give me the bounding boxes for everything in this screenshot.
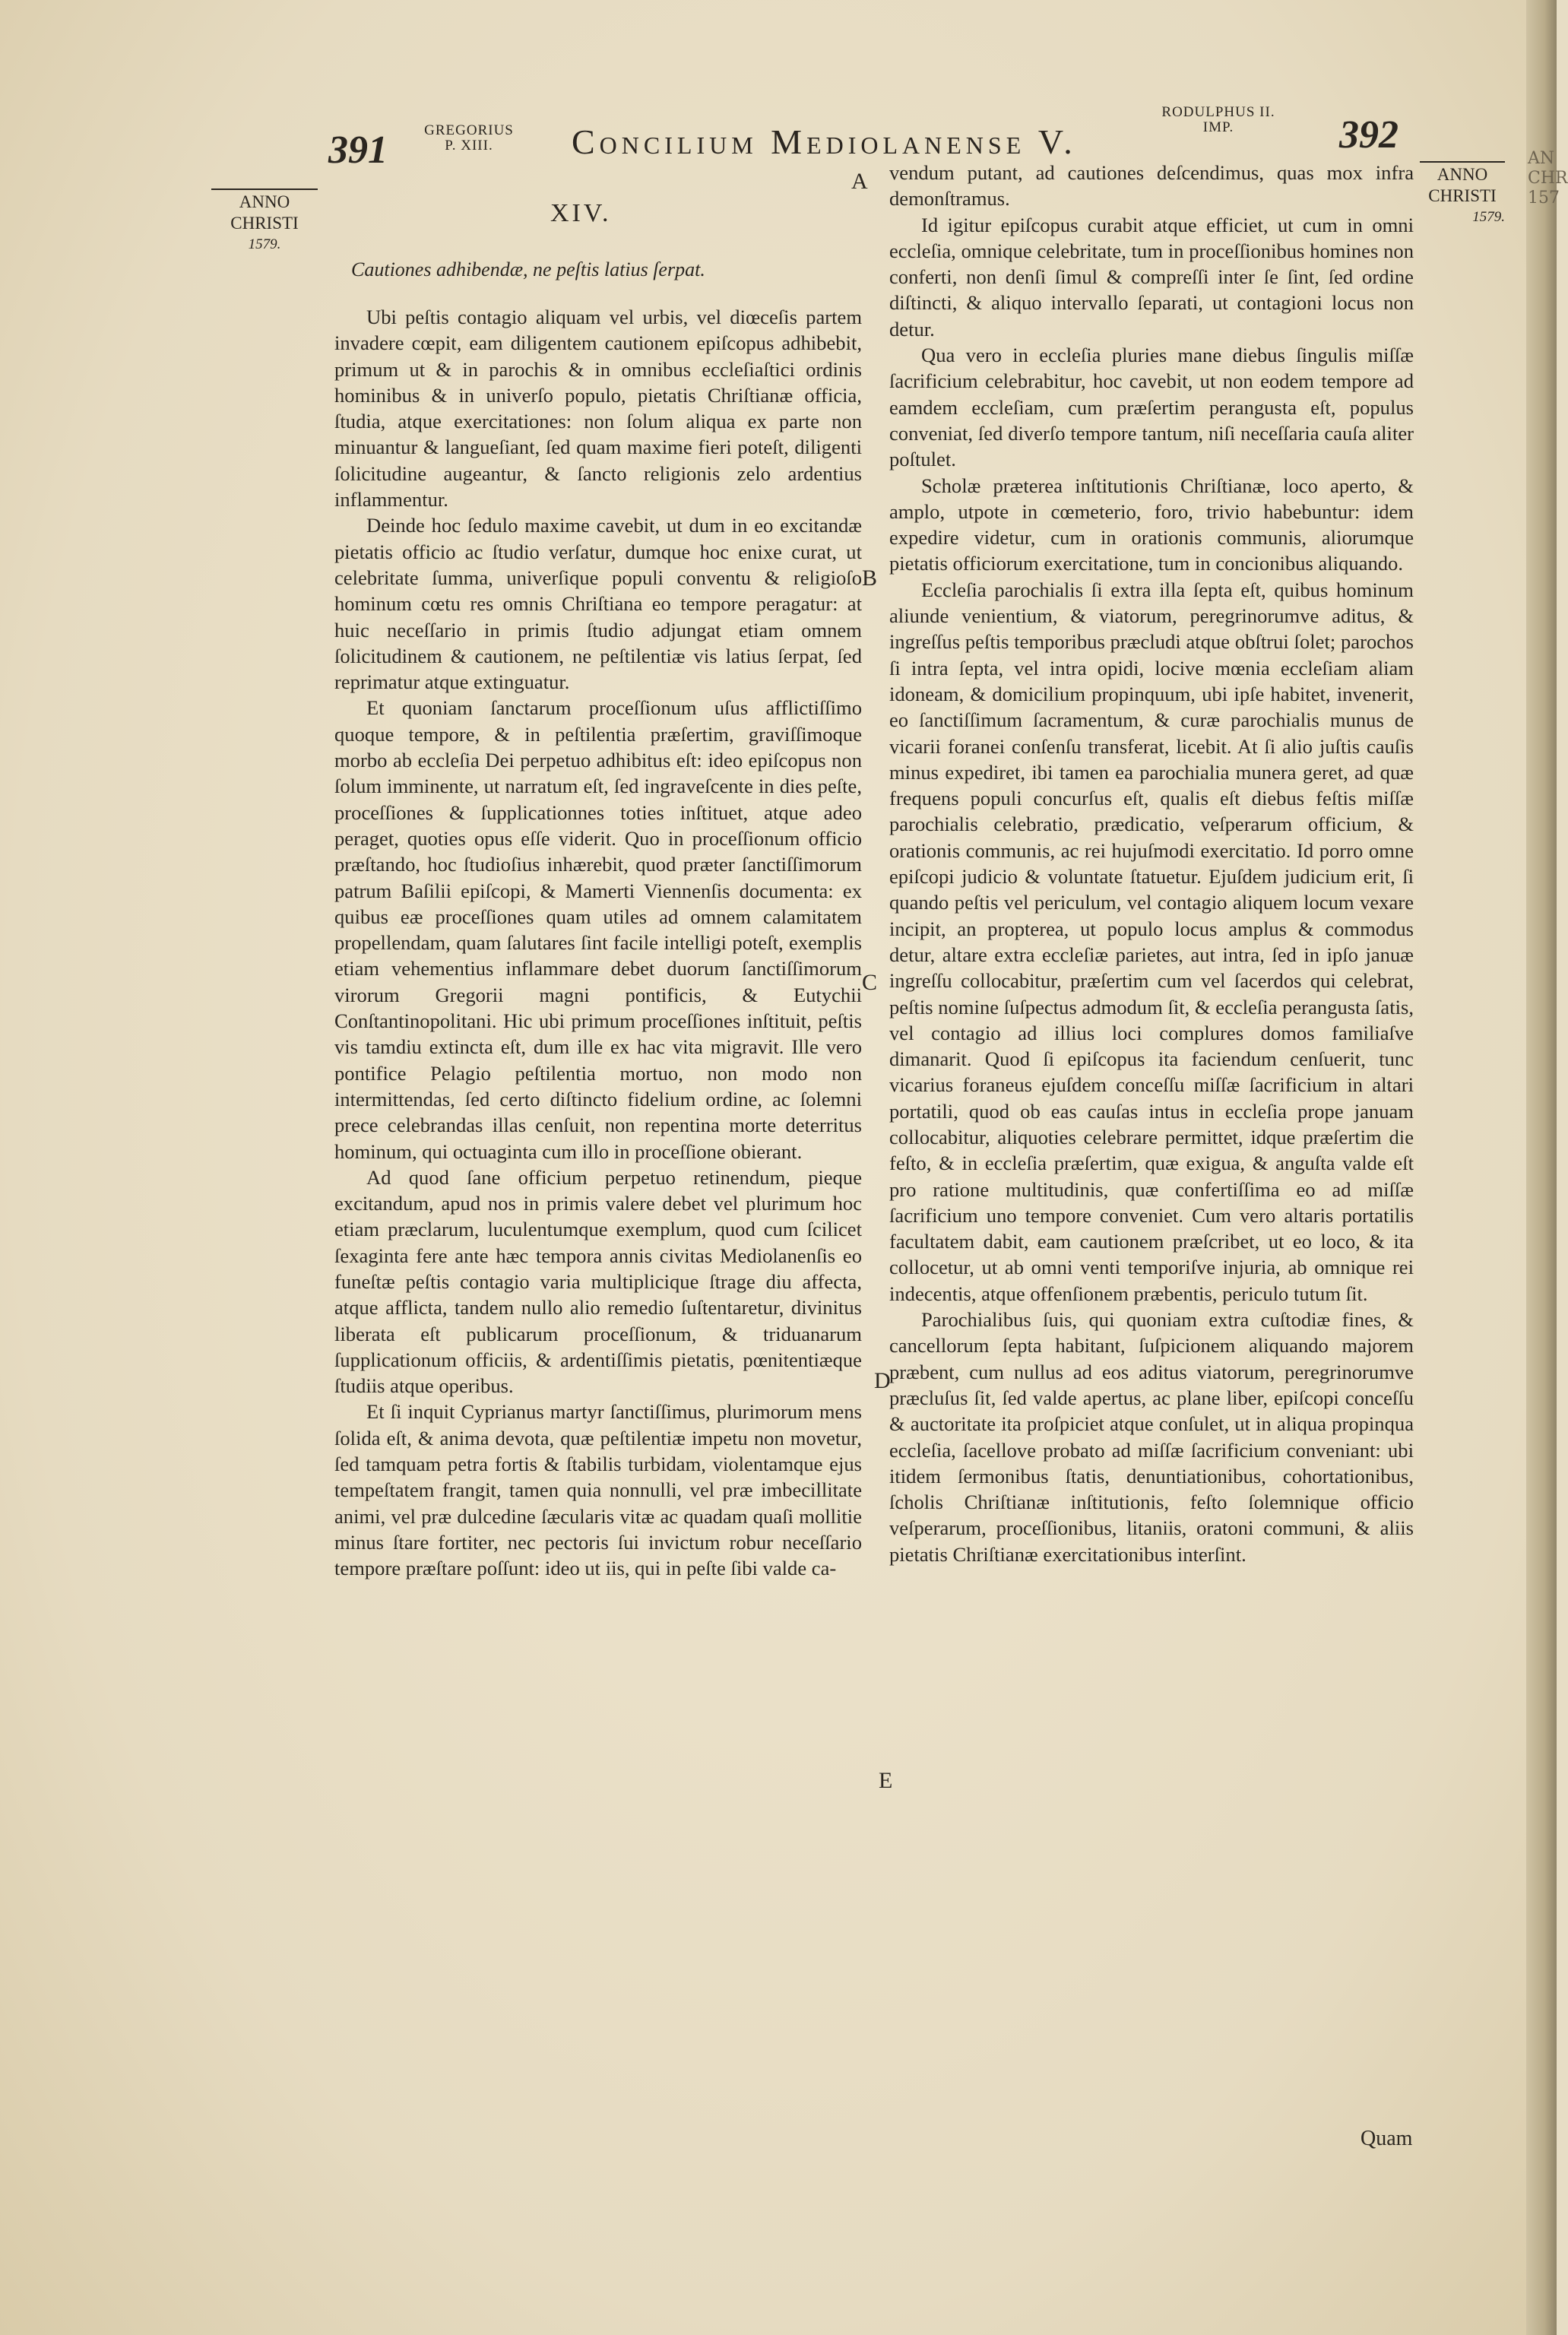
left-paragraph: Deinde hoc ſedulo maxime cavebit, ut dum in eo excitandæ pietatis officio ac ſtudio verſatur, dumque hoc enixe curat, ut celebritate ſumma, univerſique populi conventu & religioſo hominum cœtu res omnis Chriſtiana eo tempore peragatur: at huic neceſſario in primis ſtudio adjungat etiam omnem ſolicitudinem & cautionem, ne peſtilentiæ vis latius ſerpat, ſed reprimatur atque extinguatur. — [334, 514, 862, 694]
right-christi-label: CHRISTI — [1428, 186, 1497, 205]
right-anno-label: ANNO — [1420, 161, 1505, 185]
left-year-label: 1579. — [248, 236, 281, 252]
left-paragraph: Ubi peſtis contagio aliquam vel urbis, vel diœceſis partem invadere cœpit, eam diligentem cautionem epiſcopus adhibebit, primum ut & in parochis & in omnibus eccleſiaſtici ordinis hominibus & in univerſo populo, pietatis Chriſtianæ officia, ſtudia, atque exercitationes: non ſolum aliqua ex parte non minuantur & langueſiant, ſed quam maxime fieri poteſt, diligenti ſolicitudine augeantur, & ſancto religionis zelo ardentius inflammentur. — [334, 306, 862, 512]
right-running-head: RODULPHUS II. IMP. — [1161, 104, 1275, 135]
left-paragraph: Et ſi inquit Cyprianus martyr ſanctiſſimus, plurimorum mens ſolida eſt, & anima devota, quæ peſtilentiæ impetu non movetur, ſed tamquam petra fortis & ſtabilis turbidam, violentamque ejus tempeſtatem frangit, tamen quia nonnulli, vel præ imbecillitate animi, vel præ dulcedine ſæcularis vitæ ac quadam quaſi mollitie minus ſtare fortiter, nec pectoris ſui invictum robur neceſſario tempore præſtare poſſunt: ideo ut iis, qui in peſte ſibi valde ca- — [334, 1400, 862, 1580]
right-paragraph: Eccleſia parochialis ſi extra illa ſepta eſt, quibus hominum aliunde venientium, & viatorum, peregrinorumve aditus, & ingreſſus peſtis temporibus præcludi atque obſtrui ſolet; parochos ſi intra ſepta, vel intra opidi, locive mœnia eccleſiam aliam idoneam, & domicilium propinquum, ubi ipſe habitet, invenerit, eo ſanctiſſimum ſacramentum, & curæ parochialis munus de vicarii foranei conſenſu transferat, licebit. At ſi alio juſtis cauſis minus expediret, ibi tamen ea parochialia munera geret, ad quæ frequens populi concurſus eſt, qualis eſt diebus feſtis miſſæ parochialis celebratio, prædicatio, veſperarum officium, & orationis communis, ac rei hujuſmodi exercitatio. Id porro omne epiſcopi judicio & voluntate ſtatuetur. Ejuſdem judicium erit, ſi quando peſtis vel periculum, vel contagio aliquem locum vexare incipit, an propterea, ut populo locus amplus & commodus detur, altare extra eccleſiæ parietes, aut intra, ſed in ipſo januæ ingreſſu collocabitur, præſertim cum vel ſacerdos qui celebrat, peſtis nomine ſuſpectus admodum ſit, & eccleſia perangusta ſatis, vel contagio ad illius loci complures domos familiaſve dimanarit. Quod ſi epiſcopus ita faciendum cenſuerit, tunc vicarius foraneus ejuſdem conceſſu miſſæ ſacrificium in altari portatili, quod ob eas cauſas intus in eccleſia prope januam collocabitur, aliquoties celebrare permittet, idque præſertim die feſto, & in eccleſia præſertim, quæ exigua, & anguſta valde eſt pro ratione multitudinis, quæ confertiſſima eo ad miſſæ ſacrificium uno tempore conveniet. Cum vero altaris portatilis facultatem dabit, eam cautionem præſcribet, ut eo loco, & ita collocetur, ut ab omni venti temporiſve injuria, ab omnique rei indecentis, atque offenſionem præbentis, periculo tutum ſit. — [889, 578, 1414, 1305]
right-paragraph: Parochialibus ſuis, qui quoniam extra cuſtodiæ fines, & cancellorum ſepta habitant, ſuſpicionem aliquando majorem præbent, cum nullus ad eos aditus viatorum, peregrinorumve præcluſus ſit, ſed valde apertus, ac plane liber, epiſcopi conceſſu & auctoritate ita proſpiciet atque conſulet, ut in aliqua propinqua eccleſia, ſacellove probato ad miſſæ ſacrificium conveniant: ubi itidem ſermonibus ſtatis, denuntiationibus, cohortationibus, ſcholis Chriſtianæ inſtitutionis, feſto ſolemnique officio veſperarum, proceſſionibus, litaniis, oratoni communi, & aliis pietatis Chriſtianæ exercitationibus interſint. — [889, 1308, 1414, 1566]
catchword: Quam — [1361, 2127, 1413, 2150]
right-paragraph: Qua vero in eccleſia pluries mane diebus ſingulis miſſæ ſacrificium celebrabitur, hoc cavebit, ut non eodem tempore ad eamdem eccleſiam, cum præſertim perangusta eſt, populus conveniat, ſed diverſo tempore tantum, niſi neceſſaria cauſa aliter poſtulet. — [889, 344, 1414, 471]
right-page-number: 392 — [1339, 113, 1399, 157]
right-text-column — [889, 160, 1414, 1567]
right-paragraph: Id igitur epiſcopus curabit atque efficiet, ut cum in omni eccleſia, omnique celebritate, tum in proceſſionibus homines non conferti, non denſi ſimul & compreſſi inter ſe ſint, ſed ordine diſtincti, & aliquo intervallo ſeparati, ut contagioni locus non detur. — [889, 213, 1414, 341]
marker-e: E — [879, 1768, 893, 1793]
marker-c: C — [862, 970, 878, 995]
marker-d: D — [874, 1368, 891, 1393]
left-paragraph: Et quoniam ſanctarum proceſſionum uſus afflictiſſimo quoque tempore, & in peſtilentia præſertim, graviſſimoque morbo ab eccleſia Dei perpetuo adhibitus eſt: ideo epiſcopus non ſolum imminente, ut narratum eſt, ſed ingraveſcente in dies peſte, proceſſiones & ſupplicationnes toties inſtituet, atque adeo peraget, quoties opus eſſe viderit. Quo in proceſſionum officio præſtando, hoc ſtudioſius inhærebit, quod præter ſanctiſſimorum patrum Baſilii epiſcopi, & Mamerti Viennenſis documenta: ex quibus eæ proceſſiones quam utiles ad omnem calamitatem propellendam, quam ſalutares ſint facile intelligi poteſt, exemplis etiam vehementius inflammare debet duorum ſanctiſſimorum virorum Gregorii magni pontificis, & Eutychii Conſtantinopolitani. Hic ubi primum proceſſiones inſtituit, peſtis vis tamdiu extincta eſt, dum ille ex hac vita migravit. Ille vero pontifice Pelagio peſtilentia mortuo, non modo non intermittendas, ſed certo diſtincto fidelium ordine, ac ſolemni prece celebrandas illas cenſuit, non repentina morte deterritus hominum, qui octuaginta cum illo in proceſſione obierant. — [334, 696, 862, 1163]
right-paragraph: Scholæ præterea inſtitutionis Chriſtianæ, loco aperto, & amplo, utpote in cœmeterio, foro, trivio habebuntur: idem expedire videtur, cum in orationis communis, aliorumque pietatis officiorum exercitatione, tum in concionibus aliquando. — [889, 474, 1414, 575]
adjacent-page-edge — [1526, 0, 1568, 2335]
left-christi-label: CHRISTI — [230, 214, 299, 233]
left-text-column — [334, 304, 862, 1582]
marker-a: A — [851, 169, 868, 194]
marker-b: B — [862, 566, 878, 591]
right-year-label: 1579. — [1472, 209, 1505, 225]
right-paragraph: vendum putant, ad cautiones deſcendimus, quas mox infra demonſtramus. — [889, 161, 1414, 211]
left-running-head: GREGORIUS P. XIII. — [424, 122, 514, 154]
page-title: Concilium Mediolanense V. — [572, 122, 1077, 161]
left-year-note — [211, 189, 318, 255]
left-anno-label: ANNO — [211, 189, 318, 213]
left-paragraph: Ad quod ſane officium perpetuo retinendum, pieque excitandum, apud nos in primis valere debet vel plurimum hoc etiam præclarum, luculentumque exemplum, quod cum ſcilicet ſexaginta fere ante hæc tempora annis civitas Mediolanenſis eo funeſtæ peſtis contagio varia multiplicique ſtrage diu affecta, atque afflicta, tandem nullo alio remedio ſuſtentaretur, divinitus liberata eſt publicarum proceſſionum, & triduanarum ſupplicationum officiis, & ardentiſſimis pietatis, pœnitentiæque ſtudiis atque operibus. — [334, 1165, 862, 1398]
left-page-number: 391 — [328, 128, 388, 172]
right-year-note — [1420, 161, 1505, 228]
section-heading: Cautiones adhibendæ, ne peſtis latius ſerpat. — [351, 258, 705, 280]
edge-fragment-text: AN CHR 157 — [1528, 149, 1568, 208]
section-number: XIV. — [550, 199, 612, 227]
